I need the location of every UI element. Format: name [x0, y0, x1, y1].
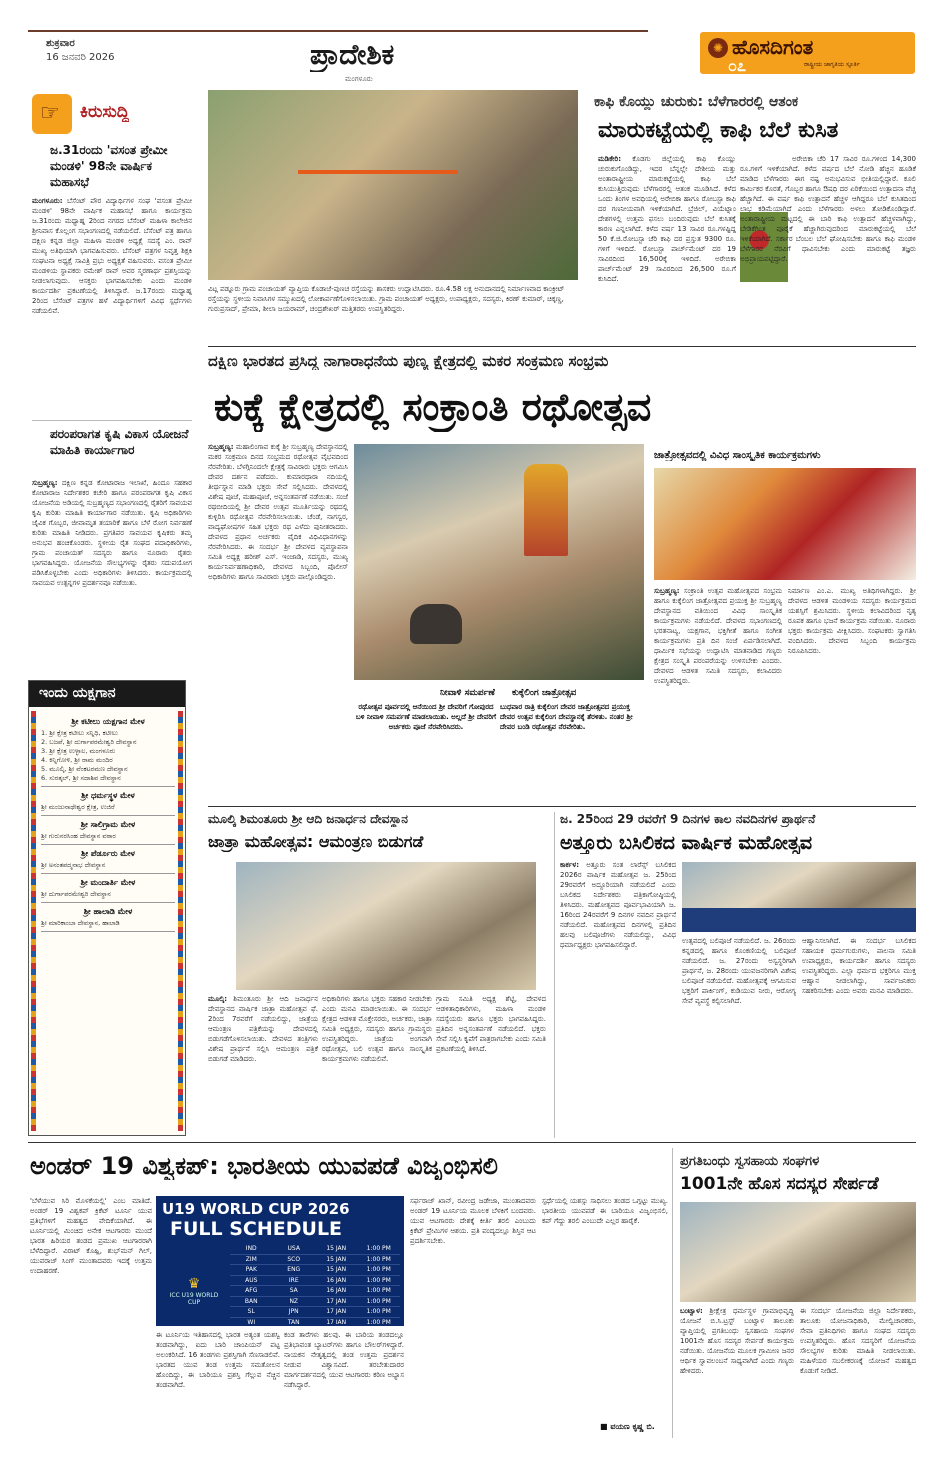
- kukke-side-body2: ನಿರ್ಮಾಣ ಎಂ.ಎ. ಮುಖ್ಯ ಅತಿಥಿಗಳಾಗಿದ್ದರು. ಶ್ರೀ ದೇವಳದ ಆಡಳಿತ ಮಂಡಳಿಯ ಸದಸ್ಯರು ಕಾರ್ಯಕ್ರಮದ ಯಶಸ್ಸಿಗೆ ಶ್ರಮಿಸಿದರು. ಸ್ಥಳೀಯ ಕಲಾವಿದರಿಂದ ನೃತ್ಯ ರೂಪಕ ಹಾಗೂ ಭಜನೆ ಕಾರ್ಯಕ್ರಮ ನಡೆಯಿತು. ನೂರಾರು ಭಕ್ತರು ಕಾರ್ಯಕ್ರಮ ವೀಕ್ಷಿಸಿದರು. ಸಂಘಟಕರು ಸ್ವಾಗತಿಸಿ ವಂದಿಸಿದರು. ದೇವಳದ ಸಿಬ್ಬಂದಿ ಕಾರ್ಯಕ್ರಮ ನಿರೂಪಿಸಿದರು.: [788, 587, 916, 655]
- schedule-team-a: IND: [245, 1245, 257, 1252]
- kirusuddi-item2-text: ದಕ್ಷಿಣ ಕನ್ನಡ ಕೋಟಾರಾಜ ಇಲಾಖೆ, ಹಿಂದೂ ಸಹಕಾರ ಕೋಟಾರಾಜ ನಿರ್ದೇಶಕರ ಕಚೇರಿ ಹಾಗೂ ಪರಂಪರಾಗತ ಕೃಷಿ ವಿಕಾಸ ಯೋಜನೆಯ ಅಡಿಯಲ್ಲಿ ಸುಬ್ರಹ್ಮಣ್ಯದ ಸಭಾಂಗಣದಲ್ಲಿ ರೈತರಿಗೆ ಸಾವಯವ ಕೃಷಿ ಕುರಿತು ಮಾಹಿತಿ ಕಾರ್ಯಾಗಾರ ನಡೆಯಿತು. ಕೃಷಿ ಅಧಿಕಾರಿಗಳು ಜೈವಿಕ ಗೊಬ್ಬರ, ಜೀವಾಮೃತ ತಯಾರಿಕೆ ಹಾಗೂ ಬೆಳೆ ರೋಗ ನಿರ್ವಹಣೆ ಕುರಿತು ಮಾಹಿತಿ ನೀಡಿದರು. ಪ್ರಗತಿಪರ ಸಾವಯವ ಕೃಷಿಕರು ತಮ್ಮ ಅನುಭವ ಹಂಚಿಕೊಂಡರು. ಸ್ಥಳೀಯ ರೈತ ಸಂಘದ ಪದಾಧಿಕಾರಿಗಳು, ಗ್ರಾಮ ಪಂಚಾಯತ್ ಸದಸ್ಯರು ಹಾಗೂ ನೂರಾರು ರೈತರು ಭಾಗವಹಿಸಿದ್ದರು. ಯೋಜನೆಯ ಸೌಲಭ್ಯಗಳನ್ನು ರೈತರು ಸದುಪಯೋಗ ಪಡಿಸಿಕೊಳ್ಳಬೇಕು ಎಂದು ಅಧಿಕಾರಿಗಳು ತಿಳಿಸಿದರು. ಕಾರ್ಯಕ್ರಮದಲ್ಲಿ ಸಾವಯವ ಉತ್ಪನ್ನಗಳ ಪ್ರದರ್ಶನವೂ ನಡೆಯಿತು.: [32, 479, 192, 587]
- pragati-kicker: ಪ್ರಗತಿಬಂಧು ಸ್ವಸಹಾಯ ಸಂಘಗಳ: [680, 1154, 820, 1169]
- yakshagana-venue: 2. ಬಜಪೆ, ಶ್ರೀ ದುರ್ಗಾಪರಮೇಶ್ವರಿ ದೇವಸ್ಥಾನ: [41, 738, 137, 746]
- yakshagana-venue: 3. ಶ್ರೀ ಕ್ಷೇತ್ರ ಉಳ್ಳಾಲ, ಮಂಗಳೂರು: [41, 747, 116, 755]
- schedule-date: 15 JAN: [326, 1266, 347, 1273]
- mulki-dateline: ಮೂಲ್ಕಿ:: [208, 995, 228, 1003]
- schedule-row: [230, 1276, 400, 1287]
- mulki-kicker: ಮೂಲ್ಕಿ ಶಿಮಂತೂರು ಶ್ರೀ ಆದಿ ಜನಾರ್ಧನ ದೇವಸ್ಥಾನ: [208, 812, 408, 826]
- cultural-program-photo: [654, 468, 916, 580]
- yakshagana-venue: 4. ಕಿನ್ನಿಗೋಳಿ, ಶ್ರೀ ರಾಮ ಮಂದಿರ: [41, 756, 113, 764]
- masthead-city: ಮಂಗಳೂರು: [345, 75, 373, 83]
- masthead-day: ಶುಕ್ರವಾರ: [46, 38, 75, 49]
- kukke-dateline: ಸುಬ್ರಹ್ಮಣ್ಯ:: [208, 443, 234, 451]
- icc-logo-text: ICC U19 WORLD CUP: [169, 1292, 219, 1306]
- coffee-col1-text: ಕೊಡಗು ಜಿಲ್ಲೆಯಲ್ಲಿ ಕಾಫಿ ಕೊಯ್ಲು ಚುರುಕುಗೊಂಡಿದ್ದು, ಇದರ ಬೆನ್ನಲ್ಲೇ ದೇಶೀಯ ಮತ್ತು ಅಂತಾರಾಷ್ಟ್ರೀಯ ಮಾರುಕಟ್ಟೆಯಲ್ಲಿ ಕಾಫಿ ಬೆಲೆ ಕುಸಿಯುತ್ತಿರುವುದು ಬೆಳೆಗಾರರಲ್ಲಿ ಆತಂಕ ಮೂಡಿಸಿದೆ. ಕಳೆದ ಒಂದು ತಿಂಗಳ ಅವಧಿಯಲ್ಲಿ ಅರೇಬಿಕಾ ಹಾಗೂ ರೋಬಸ್ಟಾ ಕಾಫಿ ದರ ಗಣನೀಯವಾಗಿ ಇಳಿಕೆಯಾಗಿದೆ. ಬ್ರೆಜಿಲ್, ವಿಯೆಟ್ನಾಂ ದೇಶಗಳಲ್ಲಿ ಉತ್ತಮ ಫಸಲು ಬಂದಿರುವುದು ಬೆಲೆ ಕುಸಿತಕ್ಕೆ ಕಾರಣ ಎನ್ನಲಾಗಿದೆ. ಕಳೆದ ವರ್ಷ 13 ಸಾವಿರ ರೂ.ಗಳಷ್ಟಿದ್ದ 50 ಕೆ.ಜಿ.ರೋಬಸ್ಟಾ ಚೆರಿ ಕಾಫಿ ದರ ಪ್ರಸ್ತುತ 9300 ರೂ. ಗಳಿಗೆ ಇಳಿದಿದೆ. ರೋಬಸ್ಟಾ ಪಾರ್ಚ್‌ಮೆಂಟ್ ದರ 19 ಸಾವಿರದಿಂದ 16,500ಕ್ಕೆ ಇಳಿದಿದೆ. ಅರೇಬಿಕಾ ಪಾರ್ಚ್‌ಮೆಂಟ್ 29 ಸಾವಿರದಿಂದ 26,500 ರೂ.ಗೆ ಕುಸಿದಿದೆ.: [598, 155, 736, 283]
- author-bullet-icon: ■: [600, 1422, 611, 1431]
- yakshagana-divider: [41, 844, 175, 845]
- yakshagana-venue: ಶ್ರೀ ಮಂಜುನಾಥೇಶ್ವರ ಕ್ಷೇತ್ರ, ಉಜಿರೆ: [41, 803, 115, 811]
- atturu-dateline: ಕಾರ್ಕಳ:: [560, 861, 579, 869]
- kirusuddi-badge: [32, 94, 72, 134]
- yakshagana-troupe: ಶ್ರೀ ಕಟೀಲು ಯಕ್ಷಗಾನ ಮೇಳ: [71, 717, 145, 726]
- schedule-team-a: BAN: [244, 1297, 258, 1305]
- ribbon-cutting-photo: [208, 90, 578, 280]
- pragati-headline: 1001ನೇ ಹೊಸ ಸದಸ್ಯರ ಸೇರ್ಪಡೆ: [680, 1174, 879, 1194]
- yakshagana-troupe: ಶ್ರೀ ಸಾಲಿಗ್ರಾಮ ಮೇಳ: [80, 820, 136, 829]
- schedule-team-a: ZIM: [245, 1255, 257, 1263]
- pragati-col1-text: ಶ್ರೀಕ್ಷೇತ್ರ ಧರ್ಮಸ್ಥಳ ಗ್ರಾಮಾಭಿವೃದ್ಧಿ ಯೋಜನೆ ಬಿ.ಸಿ.ಟ್ರಸ್ಟ್ ಬಂಟ್ವಾಳ ತಾಲೂಕು ವ್ಯಾಪ್ತಿಯಲ್ಲಿ ಪ್ರಗತಿಬಂಧು ಸ್ವಸಹಾಯ ಸಂಘಗಳ 1001ನೇ ಹೊಸ ಸದಸ್ಯರ ಸೇರ್ಪಡೆ ಕಾರ್ಯಕ್ರಮ ನಡೆಯಿತು. ಯೋಜನೆಯ ಮೂಲಕ ಗ್ರಾಮೀಣ ಜನರ ಆರ್ಥಿಕ ಸ್ವಾವಲಂಬನೆ ಸಾಧ್ಯವಾಗಿದೆ ಎಂದು ಗಣ್ಯರು ಹೇಳಿದರು.: [680, 1307, 794, 1375]
- schedule-team-a: AFG: [245, 1287, 258, 1294]
- yakshagana-venue: 5. ಮೂಲ್ಕಿ, ಶ್ರೀ ವೆಂಕಟರಮಣ ದೇವಸ್ಥಾನ: [41, 765, 128, 773]
- u19-author: [600, 1422, 655, 1432]
- u19-schedule: [230, 1244, 400, 1324]
- yakshagana-box: [28, 680, 186, 1136]
- schedule-time: 1:00 PM: [366, 1276, 391, 1284]
- coffee-col2: ಅರೇಬಿಕಾ ಚೆರಿ 17 ಸಾವಿರ ರೂ.ಗಳಿಂದ 14,300 ರೂ.ಗಳಿಗೆ ಇಳಿಕೆಯಾಗಿದೆ. ಕಳೆದ ವರ್ಷದ ಬೆಲೆ ನೋಡಿ ಹೆಚ್ಚಿನ ಹೂಡಿಕೆ ಮಾಡಿದ ಬೆಳೆಗಾರರು ಈಗ ನಷ್ಟ ಅನುಭವಿಸುವ ಭೀತಿಯಲ್ಲಿದ್ದಾರೆ. ಕೂಲಿ ಕಾರ್ಮಿಕರ ಕೊರತೆ, ಗೊಬ್ಬರ ಹಾಗೂ ಔಷಧಿ ದರ ಏರಿಕೆಯಿಂದ ಉತ್ಪಾದನಾ ವೆಚ್ಚ ಹೆಚ್ಚಾಗಿದೆ. ಈ ವರ್ಷ ಕಾಫಿ ಉತ್ಪಾದನೆ ಹೆಚ್ಚಳ ಆಗಿದ್ದರೂ ಬೆಲೆ ಕುಸಿತದಿಂದ ಲಾಭ ಕಡಿಮೆಯಾಗಿದೆ ಎಂದು ಬೆಳೆಗಾರರು ಅಳಲು ತೋಡಿಕೊಂಡಿದ್ದಾರೆ. ಅಂತಾರಾಷ್ಟ್ರೀಯ ಮಟ್ಟದಲ್ಲಿ ಈ ಬಾರಿ ಕಾಫಿ ಉತ್ಪಾದನೆ ಹೆಚ್ಚಳವಾಗಿದ್ದು, ಬೇಡಿಕೆಗಿಂತ ಪೂರೈಕೆ ಹೆಚ್ಚಾಗಿರುವುದರಿಂದ ಮಾರುಕಟ್ಟೆಯಲ್ಲಿ ಬೆಲೆ ಇಳಿಕೆಯಾಗಿದೆ. ಸರ್ಕಾರ ಬೆಂಬಲ ಬೆಲೆ ಘೋಷಿಸಬೇಕು ಹಾಗೂ ಕಾಫಿ ಮಂಡಳಿ ಬೆಳೆಗಾರರ ನೆರವಿಗೆ ಧಾವಿಸಬೇಕು ಎಂದು ಮಾರುಕಟ್ಟೆ ತಜ್ಞರು ಅಭಿಪ್ರಾಯಪಟ್ಟಿದ್ದಾರೆ.: [740, 155, 916, 263]
- ribbon: [298, 170, 458, 174]
- brand-logo-icon: ✺: [708, 38, 728, 58]
- u19-graphic-title: U19 WORLD CUP 2026: [162, 1200, 350, 1218]
- icc-logo-icon: [164, 1276, 224, 1320]
- kukke-caption-right: ಬುಧವಾರ ರಾತ್ರಿ ಕುಕ್ಕೆಲಿಂಗ ದೇವರ ಜಾತ್ರೋತ್ಸವದ ಪ್ರಯುಕ್ತ ದೇವರ ಉತ್ಸವ ಕುಕ್ಕೆಲಿಂಗ ದೇವಸ್ಥಾನಕ್ಕೆ ತೆರಳಿತು. ನಂತರ ಶ್ರೀ ದೇವರ ಬಂಡಿ ರಥೋತ್ಸವ ನೆರವೇರಿತು.: [500, 703, 633, 731]
- u19-graphic-subtitle: FULL SCHEDULE: [170, 1218, 343, 1240]
- kukke-side-body1: [654, 586, 782, 798]
- kukke-rathotsava-photo: [354, 444, 644, 680]
- kirusuddi-item1-title: ಜ.31ರಂದು 'ವಸಂತ ಪ್ರೇಮೀ ಮಂಡಳಿ' 98ನೇ ವಾರ್ಷಿಕ ಮಹಾಸಭೆ: [50, 143, 168, 189]
- masthead-top-rule: [28, 30, 648, 32]
- schedule-date: 17 JAN: [326, 1297, 347, 1305]
- yakshagana-border-right: [178, 711, 183, 1131]
- yakshagana-troupe: ಶ್ರೀ ಪೆರ್ಡೂರು ಮೇಳ: [81, 849, 135, 858]
- yakshagana-troupe: ಶ್ರೀ ಮಂದಾರ್ತಿ ಮೇಳ: [80, 878, 136, 887]
- schedule-time: 1:00 PM: [366, 1245, 391, 1252]
- kukke-side-body1-text: ಸಂಕ್ರಾಂತಿ ಉತ್ಸವ ಮಹೋತ್ಸವದ ಸಂಭ್ರಮ ಹಾಗೂ ಕುಕ್ಕೆಲಿಂಗ ಜಾತ್ರೋತ್ಸವದ ಪ್ರಯುಕ್ತ ಶ್ರೀ ಸುಬ್ರಹ್ಮಣ್ಯ ದೇವಸ್ಥಾನದ ವತಿಯಿಂದ ವಿವಿಧ ಸಾಂಸ್ಕೃತಿಕ ಕಾರ್ಯಕ್ರಮಗಳು ನಡೆಯಲಿದೆ. ದೇವಳದ ಸಭಾಂಗಣದಲ್ಲಿ ಭರತನಾಟ್ಯ, ಯಕ್ಷಗಾನ, ಭಕ್ತಿಗೀತೆ ಹಾಗೂ ಸಂಗೀತ ಕಾರ್ಯಕ್ರಮಗಳು ಪ್ರತಿ ದಿನ ಸಂಜೆ ಏರ್ಪಡಿಸಲಾಗಿದೆ. ಧಾರ್ಮಿಕ ಸಭೆಯನ್ನು ಉದ್ಘಾಟಿಸಿ ಮಾತನಾಡಿದ ಗಣ್ಯರು ಕ್ಷೇತ್ರದ ಸಂಸ್ಕೃತಿ ಪರಂಪರೆಯನ್ನು ಉಳಿಸಬೇಕು ಎಂದರು. ದೇವಳದ ಆಡಳಿತ ಸಮಿತಿ ಸದಸ್ಯರು, ಕಲಾವಿದರು ಉಪಸ್ಥಿತರಿದ್ದರು.: [654, 587, 782, 685]
- kirusuddi-item2-title: ಪರಂಪರಾಗತ ಕೃಷಿ ವಿಕಾಸ ಯೋಜನೆ ಮಾಹಿತಿ ಕಾರ್ಯಾಗಾರ: [50, 427, 189, 457]
- schedule-row: [230, 1244, 400, 1255]
- schedule-team-a: PAK: [245, 1266, 257, 1273]
- pointing-hand-icon: ☞: [40, 101, 60, 126]
- schedule-row: [230, 1286, 400, 1297]
- pragati-col2: ಈ ಸಂದರ್ಭ ಯೋಜನೆಯ ಜಿಲ್ಲಾ ನಿರ್ದೇಶಕರು, ತಾಲೂಕು ಯೋಜನಾಧಿಕಾರಿ, ಮೇಲ್ವಿಚಾರಕರು, ಸೇವಾ ಪ್ರತಿನಿಧಿಗಳು ಹಾಗೂ ಸಂಘದ ಸದಸ್ಯರು ಉಪಸ್ಥಿತರಿದ್ದರು. ಹೊಸ ಸದಸ್ಯರಿಗೆ ಯೋಜನೆಯ ಸೌಲಭ್ಯಗಳ ಕುರಿತು ಮಾಹಿತಿ ನೀಡಲಾಯಿತು. ಮಹಿಳೆಯರ ಸಬಲೀಕರಣಕ್ಕೆ ಯೋಜನೆ ಮಹತ್ವದ ಕೊಡುಗೆ ನೀಡಿದೆ.: [800, 1307, 916, 1375]
- trophy-icon: ♛: [187, 1276, 201, 1292]
- masthead-date: 16 ಜನವರಿ 2026: [46, 52, 115, 63]
- yakshagana-header: [29, 681, 185, 707]
- schedule-row: [230, 1297, 400, 1308]
- yakshagana-divider: [41, 786, 175, 787]
- atturu-headline: ಅತ್ತೂರು ಬಸಿಲಿಕದ ವಾರ್ಷಿಕ ಮಹೋತ್ಸವ: [560, 832, 813, 854]
- schedule-time: 1:00 PM: [366, 1297, 391, 1305]
- kukke-side-kicker: ಜಾತ್ರೋತ್ಸವದಲ್ಲಿ ವಿವಿಧ ಸಾಂಸ್ಕೃತಿಕ ಕಾರ್ಯಕ್ರಮಗಳು: [654, 450, 821, 461]
- schedule-date: 16 JAN: [326, 1276, 347, 1284]
- coffee-headline: ಮಾರುಕಟ್ಟೆಯಲ್ಲಿ ಕಾಫಿ ಬೆಲೆ ಕುಸಿತ: [598, 118, 839, 143]
- atturu-col1: [560, 860, 676, 1136]
- schedule-team-b: SA: [289, 1287, 298, 1294]
- mulki-col3: ಗ್ರಾಮ ಸಮಿತಿ ಅಧ್ಯಕ್ಷ ಶೆಟ್ಟಿ, ದೇವಳದ ಆಡಳಿತಾಧಿಕಾರಿಗಳು, ಮಹಿಳಾ ಮಂಡಳಿ ಸದಸ್ಯೆಯರು ಹಾಗೂ ಭಕ್ತರು ಭಾಗವಹಿಸಿದ್ದರು. ಪ್ರತಿದಿನ ಅನ್ನಸಂತರ್ಪಣೆ ನಡೆಯಲಿದೆ. ಭಕ್ತರು ಸೇವೆ ಸಲ್ಲಿಸಿ ಕೃಪೆಗೆ ಪಾತ್ರರಾಗಬೇಕು ಎಂದು ಸಮಿತಿ ಪ್ರಕಟಣೆಯಲ್ಲಿ ತಿಳಿಸಿದೆ.: [436, 995, 546, 1053]
- schedule-row: [230, 1255, 400, 1266]
- kirusuddi-item2-dateline: ಸುಬ್ರಹ್ಮಣ್ಯ:: [32, 479, 58, 487]
- yakshagana-troupe: ಶ್ರೀ ಹಾಲಾಡಿ ಮೇಳ: [83, 907, 133, 916]
- schedule-time: 1:00 PM: [366, 1255, 391, 1263]
- u19-col2: ಈ ಟೂರ್ನಿಯ ಇತಿಹಾಸದಲ್ಲಿ ಭಾರತ ಅತ್ಯಂತ ಯಶಸ್ವಿ ತಂಡವಾಗಿದ್ದು, ಐದು ಬಾರಿ ಚಾಂಪಿಯನ್ ಪಟ್ಟ ಅಲಂಕರಿಸಿದೆ. 16 ತಂಡಗಳು ಪ್ರಶಸ್ತಿಗಾಗಿ ಸೆಣಸಾಡಲಿವೆ. ಭಾರತದ ಯುವ ತಂಡ ಉತ್ತಮ ಸಮತೋಲನ ಹೊಂದಿದ್ದು, ಈ ಬಾರಿಯೂ ಪ್ರಶಸ್ತಿ ಗೆಲ್ಲುವ ನೆಚ್ಚಿನ ತಂಡವಾಗಿದೆ.: [156, 1331, 280, 1389]
- kukke-caption-left-title: ನೀವಾಳಿ ಸಮರ್ಪಣೆ: [440, 688, 495, 698]
- u19-author-name: ವಯಣ ಕೃಷ್ಣ ಬಿ.: [610, 1422, 655, 1431]
- yakshagana-list: [41, 713, 175, 1133]
- mulki-col1-text: ಶಿಮಂತೂರು ಶ್ರೀ ಆದಿ ಜನಾರ್ಧನ ದೇವಸ್ಥಾನದ ವಾರ್ಷಿಕ ಜಾತ್ರಾ ಮಹೋತ್ಸವ ಫೆ. 2ರಿಂದ 7ರವರೆಗೆ ನಡೆಯಲಿದ್ದು, ಜಾತ್ರೆಯ ಆಮಂತ್ರಣ ಪತ್ರಿಕೆಯನ್ನು ದೇವಳದಲ್ಲಿ ಬಿಡುಗಡೆಗೊಳಿಸಲಾಯಿತು. ದೇವಳದ ತಂತ್ರಿಗಳು ವಿಶೇಷ ಪ್ರಾರ್ಥನೆ ಸಲ್ಲಿಸಿ ಆಮಂತ್ರಣ ಪತ್ರಿಕೆ ಬಿಡುಗಡೆ ಮಾಡಿದರು.: [208, 995, 318, 1063]
- kukke-caption-right-title: ಕುಕ್ಕೆಲಿಂಗ ಜಾತ್ರೋತ್ಸವ: [512, 688, 577, 698]
- u19-col3: ಕಂಡ ತಾರೆಗಳು ಹಲವು. ಈ ಬಾರಿಯ ತಂಡದಲ್ಲೂ ಪ್ರತಿಭಾವಂತ ಬ್ಯಾಟರ್‌ಗಳು ಹಾಗೂ ಬೌಲರ್‌ಗಳಿದ್ದಾರೆ. ನಾಯಕನ ನೇತೃತ್ವದಲ್ಲಿ ತಂಡ ಉತ್ತಮ ಪ್ರದರ್ಶನ ನೀಡುವ ವಿಶ್ವಾಸವಿದೆ. ತರಬೇತುದಾರರ ಮಾರ್ಗದರ್ಶನದಲ್ಲಿ ಯುವ ಆಟಗಾರರು ಕಠಿಣ ಅಭ್ಯಾಸ ನಡೆಸಿದ್ದಾರೆ.: [284, 1331, 404, 1389]
- section-title: ಪ್ರಾದೇಶಿಕ: [310, 38, 395, 71]
- yakshagana-divider: [41, 873, 175, 874]
- ribbon-caption: ವಿಟ್ಲ ಪಡ್ನೂರು ಗ್ರಾಮ ಪಂಚಾಯತ್ ವ್ಯಾಪ್ತಿಯ ಕೊಡಾಜೆ-ಪುಣಚ ರಸ್ತೆಯನ್ನು ಶಾಸಕರು ಉದ್ಘಾಟಿಸಿದರು. ರೂ.4.58 ಲಕ್ಷ ಅನುದಾನದಲ್ಲಿ ನಿರ್ಮಾಣವಾದ ಕಾಂಕ್ರೀಟ್ ರಸ್ತೆಯನ್ನು ಸ್ಥಳೀಯ ನಿವಾಸಿಗಳ ಸಮ್ಮುಖದಲ್ಲಿ ಲೋಕಾರ್ಪಣೆಗೊಳಿಸಲಾಯಿತು. ಗ್ರಾಮ ಪಂಚಾಯತ್ ಅಧ್ಯಕ್ಷರು, ಉಪಾಧ್ಯಕ್ಷರು, ಸದಸ್ಯರು, ಕಿರಣ್ ಕುಮಾರ್, ಚಿಕ್ಕಣ್ಣ, ಗುರುಪ್ರಸಾದ್, ಪ್ರೇಮಾ, ಶೀಲಾ ಜಯರಾಮ್, ಚಂದ್ರಶೇಖರ್ ಮತ್ತಿತರರು ಉಪಸ್ಥಿತರಿದ್ದರು.: [208, 285, 565, 313]
- kirusuddi-item1-text: ಬೆಸೆಂಟ್ ಪೌರ ವಿದ್ಯಾರ್ಥಿಗಳ ಸಂಘ 'ವಸಂತ ಪ್ರೇಮೀ ಮಂಡಳಿ' 98ನೇ ವಾರ್ಷಿಕ ಮಹಾಸಭೆ ಹಾಗೂ ಕಾರ್ಯಕ್ರಮ ಜ.31ರಂದು ಮಧ್ಯಾಹ್ನ 2ರಿಂದ ನಗರದ ಬೆಸೆಂಟ್ ಮಹಿಳಾ ಕಾಲೇಜಿನ ಶ್ರೀನಿವಾಸ ಕೊಲ್ಲಂಗ ಸಭಾಂಗಣದಲ್ಲಿ ನಡೆಯಲಿದೆ. ಬೆಸೆಂಟ್ ಪತ್ರ ಹಾಗೂ ದಕ್ಷಿಣ ಕನ್ನಡ ಜಿಲ್ಲಾ ಮಹಿಳಾ ಮಂಡಳಿ ಅಧ್ಯಕ್ಷೆ ಸದಸ್ಯೆ ಎಂ. ರಾವ್ ಮುಖ್ಯ ಅತಿಥಿಯಾಗಿ ಭಾಗವಹಿಸುವರು. ಬೆಸೆಂಟ್ ಪತ್ರಗಳ ನಿವೃತ್ತ ಶಿಕ್ಷಕಿ ಸಂಘಟನಾ ಅಧ್ಯಕ್ಷೆ ಸಾವಿತ್ರಿ ಪ್ರಭು ಅಧ್ಯಕ್ಷತೆ ವಹಿಸುವರು. ವಸಂತ ಪ್ರೇಮೀ ಮಂಡಳಿಯ ಸ್ಥಾಪಕರು ರಮೇಶ್ ರಾವ್ ಅವರ ಸ್ಮರಣಾರ್ಥ ಪ್ರಶಸ್ತಿಯನ್ನು ನೀಡಲಾಗುವುದು. ಆಸಕ್ತರು ಭಾಗವಹಿಸಬೇಕು ಎಂದು ಮಂಡಳಿ ಕಾರ್ಯದರ್ಶಿ ಪ್ರಕಟಣೆಯಲ್ಲಿ ತಿಳಿಸಿದ್ದಾರೆ. ಜ.17ರಂದು ಮಧ್ಯಾಹ್ನ 2ರಿಂದ ಬೆಸೆಂಟ್ ಪತ್ರಗಳ ಹಳೆ ವಿದ್ಯಾರ್ಥಿಗಳಿಗೆ ವಿವಿಧ ಸ್ಪರ್ಧೆಗಳು ನಡೆಯಲಿವೆ.: [32, 197, 192, 315]
- kukke-body: [208, 442, 348, 802]
- yakshagana-troupe: ಶ್ರೀ ಧರ್ಮಸ್ಥಳ ಮೇಳ: [81, 791, 135, 800]
- top-band-divider: [208, 346, 916, 347]
- schedule-time: 1:00 PM: [366, 1266, 391, 1273]
- kirusuddi-item2-body: [32, 478, 192, 678]
- yakshagana-venue: 6. ಸುರತ್ಕಲ್, ಶ್ರೀ ಸದಾಶಿವ ದೇವಸ್ಥಾನ: [41, 774, 121, 782]
- masthead: [0, 0, 945, 84]
- kirusuddi-item1-dateline: ಮಂಗಳೂರು:: [32, 197, 63, 205]
- schedule-team-b: TAN: [287, 1318, 300, 1324]
- schedule-date: 15 JAN: [326, 1255, 347, 1263]
- kirusuddi-divider: [32, 420, 192, 421]
- pragati-photo: [680, 1202, 916, 1302]
- u19-col1: 'ಬೆಳೆಯುವ ಸಿರಿ ಮೊಳಕೆಯಲ್ಲಿ' ಎಂಬ ಮಾತಿದೆ. ಅಂಡರ್ 19 ವಿಶ್ವಕಪ್ ಕ್ರಿಕೆಟ್ ಟೂರ್ನಿ ಯುವ ಪ್ರತಿಭೆಗಳಿಗೆ ಮಹತ್ವದ ವೇದಿಕೆಯಾಗಿದೆ. ಈ ಟೂರ್ನಿಯಲ್ಲಿ ಮಿಂಚಿದ ಅನೇಕ ಆಟಗಾರರು ಮುಂದೆ ಭಾರತ ಹಿರಿಯರ ತಂಡದ ಪ್ರಮುಖ ಆಟಗಾರರಾಗಿ ಬೆಳೆದಿದ್ದಾರೆ. ವಿರಾಟ್ ಕೊಹ್ಲಿ, ಶುಭ್‌ಮನ್ ಗಿಲ್, ಯುವರಾಜ್ ಸಿಂಗ್ ಮುಂತಾದವರು ಇದಕ್ಕೆ ಉತ್ತಮ ಉದಾಹರಣೆ.: [30, 1197, 152, 1275]
- yakshagana-venue: ಶ್ರೀ ಮಾರಿಕಾಂಬಾ ದೇವಸ್ಥಾನ, ಹಾಲಾಡಿ: [41, 919, 120, 927]
- schedule-team-b: NZ: [289, 1297, 299, 1305]
- u19-col5: ಸ್ಪರ್ಧೆಯಲ್ಲಿ ಯಶಸ್ಸು ಸಾಧಿಸಲು ತಂಡದ ಒಗ್ಗಟ್ಟು ಮುಖ್ಯ. ಭಾರತೀಯ ಯುವಪಡೆ ಈ ಬಾರಿಯೂ ವಿಜೃಂಭಿಸಲಿ, ಕಪ್ ಗೆದ್ದು ತರಲಿ ಎಂಬುದೇ ಎಲ್ಲರ ಹಾರೈಕೆ.: [542, 1197, 668, 1225]
- schedule-date: 17 JAN: [326, 1318, 347, 1324]
- yakshagana-title: ಇಂದು ಯಕ್ಷಗಾನ: [39, 685, 116, 701]
- chariot-shape: [524, 464, 568, 556]
- u19-headline: ಅಂಡರ್ 19 ವಿಶ್ವಕಪ್: ಭಾರತೀಯ ಯುವಪಡೆ ವಿಜೃಂಭಿಸಲಿ: [30, 1152, 498, 1180]
- elephant-shape: [410, 604, 462, 644]
- atturu-press-photo: [682, 862, 916, 932]
- schedule-time: 1:00 PM: [366, 1318, 391, 1324]
- mulki-col2: ಅಧಿಕಾರಿಗಳು ಹಾಗೂ ಭಕ್ತರು ಸಹಕಾರ ನೀಡಬೇಕು ಎಂದು ಮನವಿ ಮಾಡಲಾಯಿತು. ಈ ಸಂದರ್ಭ ಕ್ಷೇತ್ರದ ಆಡಳಿತ ಮೊಕ್ತೇಸರರು, ಅರ್ಚಕರು, ಜಾತ್ರಾ ಸಮಿತಿ ಅಧ್ಯಕ್ಷರು, ಸದಸ್ಯರು ಹಾಗೂ ಗ್ರಾಮಸ್ಥರು ಉಪಸ್ಥಿತರಿದ್ದರು. ಜಾತ್ರೆಯ ಅಂಗವಾಗಿ ರಥೋತ್ಸವ, ಬಲಿ ಉತ್ಸವ ಹಾಗೂ ಸಾಂಸ್ಕೃತಿಕ ಕಾರ್ಯಕ್ರಮಗಳು ನಡೆಯಲಿವೆ.: [322, 995, 432, 1063]
- schedule-team-b: JPN: [288, 1308, 299, 1315]
- brand-tagline: ರಾಷ್ಟ್ರೀಯ ಜಾಗೃತಿಯ ಸ್ಪೂರ್ತಿ: [804, 61, 860, 68]
- schedule-date: 16 JAN: [326, 1287, 347, 1294]
- kukke-caption-left: ರಥೋತ್ಸವ ಪೂರ್ವದಲ್ಲಿ ಆನೆಯಿಂದ ಶ್ರೀ ದೇವರಿಗೆ ಗೋಪುರದ ಬಳಿ ನೀವಾಳಿ ಸಮರ್ಪಣೆ ಮಾಡಲಾಯಿತು. ಅಲ್ಲದೆ ಶ್ರೀ ದೇವರಿಗೆ ಅರ್ಚಕರು ಪೂಜೆ ನೆರವೇರಿಸಿದರು.: [355, 703, 497, 731]
- page-number: ೦೭: [728, 56, 746, 74]
- yakshagana-venue: ಶ್ರೀ ಅನಂತಪದ್ಮನಾಭ ದೇವಸ್ಥಾನ: [41, 861, 106, 869]
- yakshagana-border-left: [31, 711, 36, 1131]
- u19-pragati-divider: [672, 1148, 673, 1438]
- yakshagana-venue: 1. ಶ್ರೀ ಕ್ಷೇತ್ರ ಕಟೀಲು ಸನ್ನಿಧಿ, ಕಟೀಲು: [41, 729, 118, 737]
- kirusuddi-item1-body: [32, 196, 192, 418]
- schedule-date: 17 JAN: [326, 1308, 347, 1315]
- kukke-kicker: ದಕ್ಷಿಣ ಭಾರತದ ಪ್ರಸಿದ್ಧ ನಾಗಾರಾಧನೆಯ ಪುಣ್ಯ ಕ್ಷೇತ್ರದಲ್ಲಿ ಮಕರ ಸಂಕ್ರಮಣ ಸಂಭ್ರಮ: [208, 352, 609, 370]
- schedule-row: [230, 1265, 400, 1276]
- schedule-time: 1:00 PM: [366, 1308, 391, 1315]
- kukke-side-dateline: ಸುಬ್ರಹ್ಮಣ್ಯ:: [654, 587, 680, 595]
- schedule-row: [230, 1307, 400, 1318]
- atturu-col1-text: ಅತ್ತೂರು ಸಂತ ಲಾರೆನ್ಸ್ ಬಸಿಲಿಕದ 2026ರ ವಾರ್ಷಿಕ ಮಹೋತ್ಸವ ಜ. 25ರಿಂದ 29ರವರೆಗೆ ಅದ್ದೂರಿಯಾಗಿ ನಡೆಯಲಿದೆ ಎಂದು ಬಸಿಲಿಕದ ನಿರ್ದೇಶಕರು ಪತ್ರಿಕಾಗೋಷ್ಠಿಯಲ್ಲಿ ತಿಳಿಸಿದರು. ಮಹೋತ್ಸವದ ಪೂರ್ವಭಾವಿಯಾಗಿ ಜ. 16ರಿಂದ 24ರವರೆಗೆ 9 ದಿನಗಳ ನವದಿನ ಪ್ರಾರ್ಥನೆ ನಡೆಯಲಿದೆ. ಮಹೋತ್ಸವದ ದಿನಗಳಲ್ಲಿ ಪ್ರತಿದಿನ ಹಲವು ಬಲಿಪೂಜೆಗಳು ನಡೆಯಲಿದ್ದು, ವಿವಿಧ ಧರ್ಮಾಧ್ಯಕ್ಷರು ಭಾಗವಹಿಸಲಿದ್ದಾರೆ.: [560, 861, 676, 949]
- atturu-col2: ಉತ್ಸವದಲ್ಲಿ ಬಲಿಪೂಜೆ ನಡೆಯಲಿದೆ. ಜ. 26ರಂದು ಕನ್ನಡದಲ್ಲಿ ಹಾಗೂ ಕೊಂಕಣಿಯಲ್ಲಿ ಬಲಿಪೂಜೆ ನಡೆಯಲಿದೆ. ಜ. 27ರಂದು ಅಸ್ವಸ್ಥರಿಗಾಗಿ ಪ್ರಾರ್ಥನೆ, ಜ. 28ರಂದು ಯುವಜನರಿಗಾಗಿ ವಿಶೇಷ ಬಲಿಪೂಜೆ ನಡೆಯಲಿದೆ. ಮಹೋತ್ಸವಕ್ಕೆ ಆಗಮಿಸುವ ಭಕ್ತರಿಗೆ ಪಾರ್ಕಿಂಗ್, ಕುಡಿಯುವ ನೀರು, ಆರೋಗ್ಯ ಸೇವೆ ವ್ಯವಸ್ಥೆ ಕಲ್ಪಿಸಲಾಗಿದೆ.: [682, 937, 796, 1005]
- atturu-col3: ಆಹ್ವಾನಿಸಲಾಗಿದೆ. ಈ ಸಂದರ್ಭ ಬಸಿಲಿಕದ ಸಹಾಯಕ ಧರ್ಮಗುರುಗಳು, ಪಾಲನಾ ಸಮಿತಿ ಉಪಾಧ್ಯಕ್ಷರು, ಕಾರ್ಯದರ್ಶಿ ಹಾಗೂ ಸದಸ್ಯರು ಉಪಸ್ಥಿತರಿದ್ದರು. ಎಲ್ಲಾ ಧರ್ಮದ ಭಕ್ತರಿಗೂ ಮುಕ್ತ ಆಹ್ವಾನ ನೀಡಲಾಗಿದ್ದು, ಸಾರ್ವಜನಿಕರು ಸಹಕರಿಸಬೇಕು ಎಂದು ಅವರು ಮನವಿ ಮಾಡಿದರು.: [802, 937, 916, 995]
- schedule-team-a: WI: [247, 1318, 256, 1324]
- schedule-team-b: IRE: [288, 1276, 299, 1284]
- schedule-team-b: ENG: [287, 1266, 301, 1273]
- mulki-col1: [208, 994, 318, 1136]
- u19-col4: ಸರ್ಫರಾಜ್ ಖಾನ್, ರವೀಂದ್ರ ಜಡೇಜಾ, ಮುಂತಾದವರು ಅಂಡರ್ 19 ಟೂರ್ನಿಯ ಮೂಲಕ ಬೆಳಕಿಗೆ ಬಂದವರು. ಯುವ ಆಟಗಾರರು ದೇಶಕ್ಕೆ ಕೀರ್ತಿ ತರಲಿ ಎಂಬುದು ಕ್ರಿಕೆಟ್ ಪ್ರೇಮಿಗಳ ಆಶಯ. ಪ್ರತಿ ಪಂದ್ಯದಲ್ಲೂ ಶಿಸ್ತಿನ ಆಟ ಪ್ರದರ್ಶಿಸಬೇಕು.: [410, 1197, 536, 1245]
- coffee-dateline: ಮಡಿಕೇರಿ:: [598, 155, 622, 163]
- kukke-headline: ಕುಕ್ಕೆ ಕ್ಷೇತ್ರದಲ್ಲಿ ಸಂಕ್ರಾಂತಿ ರಥೋತ್ಸವ: [214, 385, 652, 429]
- atturu-kicker: ಜ. 25ರಿಂದ 29 ರವರೆಗೆ 9 ದಿನಗಳ ಕಾಲ ನವದಿನಗಳ ಪ್ರಾರ್ಥನೆ: [560, 812, 816, 826]
- schedule-team-b: USA: [287, 1245, 300, 1252]
- schedule-date: 15 JAN: [326, 1245, 347, 1252]
- pragati-col1: [680, 1306, 794, 1436]
- yakshagana-venue: ಶ್ರೀ ಗುರುನರಸಿಂಹ ದೇವಸ್ಥಾನ ವಠಾರ: [41, 832, 116, 840]
- schedule-team-a: AUS: [245, 1276, 258, 1284]
- mulki-headline: ಜಾತ್ರಾ ಮಹೋತ್ಸವ: ಆಮಂತ್ರಣ ಬಿಡುಗಡೆ: [208, 832, 424, 851]
- yakshagana-divider: [41, 815, 175, 816]
- kirusuddi-column: [28, 90, 194, 680]
- schedule-team-a: SL: [247, 1308, 255, 1315]
- schedule-team-b: SCO: [287, 1255, 301, 1263]
- schedule-row: [230, 1318, 400, 1325]
- kukke-body-text: ಮಹಾಲಿಂಗಾವ ಕುಕ್ಕೆ ಶ್ರೀ ಸುಬ್ರಹ್ಮಣ್ಯ ದೇವಸ್ಥಾನದಲ್ಲಿ ಮಕರ ಸಂಕ್ರಮಣ ದಿನದ ಸಂಭ್ರಮದ ರಥೋತ್ಸವ ವೈಭವದಿಂದ ನೆರವೇರಿತು. ಬೆಳಗ್ಗಿನಿಂದಲೇ ಕ್ಷೇತ್ರಕ್ಕೆ ಸಾವಿರಾರು ಭಕ್ತರು ಆಗಮಿಸಿ ದೇವರ ದರ್ಶನ ಪಡೆದರು. ಕುಮಾರಧಾರಾ ನದಿಯಲ್ಲಿ ತೀರ್ಥಸ್ನಾನ ಮಾಡಿ ಭಕ್ತರು ಸೇವೆ ಸಲ್ಲಿಸಿದರು. ದೇವಳದಲ್ಲಿ ವಿಶೇಷ ಪೂಜೆ, ಮಹಾಪೂಜೆ, ಅನ್ನಸಂತರ್ಪಣೆ ನಡೆಯಿತು. ಸಂಜೆ ರಥಬೀದಿಯಲ್ಲಿ ಶ್ರೀ ದೇವರ ಉತ್ಸವ ಮೂರ್ತಿಯನ್ನು ರಥದಲ್ಲಿ ಕುಳ್ಳಿರಿಸಿ ರಥೋತ್ಸವ ನೆರವೇರಿಸಲಾಯಿತು. ಚೆಂಡೆ, ನಾಗಸ್ವರ, ವಾದ್ಯಘೋಷಗಳ ಸಹಿತ ಭಕ್ತರು ರಥ ಎಳೆದು ಪುನೀತರಾದರು. ದೇವಳದ ಪ್ರಧಾನ ಅರ್ಚಕರು ವೈದಿಕ ವಿಧಿವಿಧಾನಗಳನ್ನು ನೆರವೇರಿಸಿದರು. ಈ ಸಂದರ್ಭ ಶ್ರೀ ದೇವಳದ ವ್ಯವಸ್ಥಾಪನಾ ಸಮಿತಿ ಅಧ್ಯಕ್ಷ ಹರೀಶ್ ಎಸ್. ಇಂಜಾಡಿ, ಸದಸ್ಯರು, ಮುಖ್ಯ ಕಾರ್ಯನಿರ್ವಹಣಾಧಿಕಾರಿ, ದೇವಳದ ಸಿಬ್ಬಂದಿ, ಪೊಲೀಸ್ ಅಧಿಕಾರಿಗಳು ಹಾಗೂ ಸಾವಿರಾರು ಭಕ್ತರು ಪಾಲ್ಗೊಂಡಿದ್ದರು.: [208, 443, 348, 581]
- kirusuddi-label: ಕಿರುಸುದ್ದಿ: [80, 102, 130, 122]
- yakshagana-divider: [41, 931, 175, 932]
- mid-band-divider: [208, 806, 916, 807]
- yakshagana-venue: ಶ್ರೀ ದುರ್ಗಾಪರಮೇಶ್ವರಿ ದೇವಸ್ಥಾನ: [41, 890, 111, 898]
- coffee-col1: [598, 154, 736, 340]
- coffee-kicker: ಕಾಫಿ ಕೊಯ್ಲು ಚುರುಕು: ಬೆಳೆಗಾರರಲ್ಲಿ ಆತಂಕ: [594, 94, 799, 110]
- brand-block: [700, 32, 915, 74]
- press-table: [682, 908, 916, 932]
- mulki-atturu-divider: [554, 812, 555, 1138]
- bottom-band-divider: [28, 1142, 916, 1143]
- u19-graphic: [156, 1196, 404, 1326]
- brand-name: ಹೊಸದಿಗಂತ: [732, 35, 814, 59]
- mulki-invitation-photo: [236, 862, 536, 990]
- pragati-dateline: ಬಂಟ್ವಾಳ:: [680, 1307, 703, 1315]
- yakshagana-divider: [41, 902, 175, 903]
- schedule-time: 1:00 PM: [366, 1287, 391, 1294]
